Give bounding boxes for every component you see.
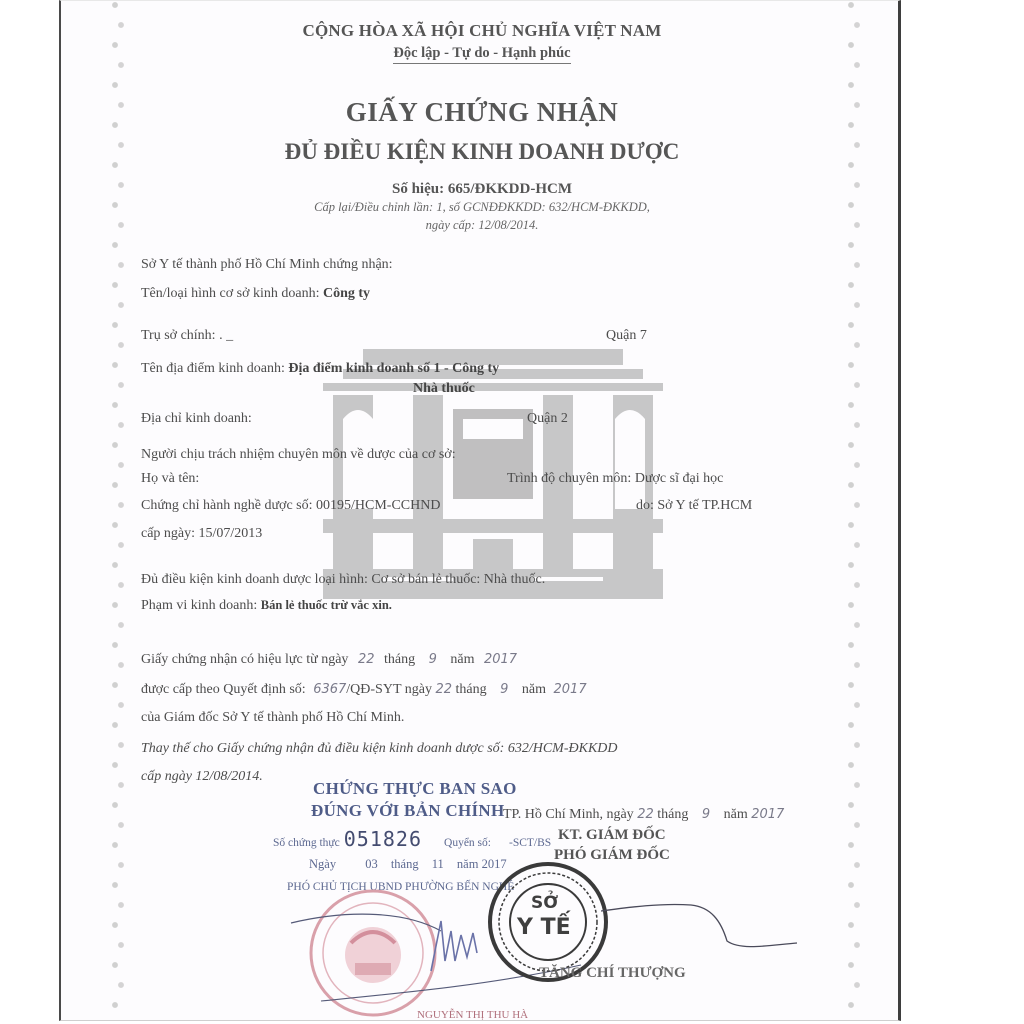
book-number-label: Quyển số: — [444, 837, 491, 849]
location-address-district: Quận 2 — [527, 411, 568, 426]
cert-official-title: PHÓ CHỦ TỊCH UBND PHƯỜNG BẾN NGHÉ — [287, 881, 515, 893]
signer-name: TĂNG CHÍ THƯỢNG — [539, 965, 686, 981]
validity-month: 9 — [428, 652, 437, 667]
certificate-page — [59, 0, 901, 1021]
motto-text: Độc lập - Tự do - Hạnh phúc — [393, 45, 570, 64]
practice-cert-issuer-value: Sở Y tế TP.HCM — [657, 498, 753, 513]
sign-year-label: năm — [723, 807, 748, 822]
sign-month-label: tháng — [657, 807, 689, 822]
signatory-title-1: KT. GIÁM ĐỐC — [558, 827, 666, 843]
decision-month: 9 — [500, 682, 509, 697]
practice-cert-label: Chứng chỉ hành nghề dược số: — [141, 498, 313, 513]
scope-row — [141, 598, 392, 614]
certificate-number: Số hiệu: 665/ĐKKDD-HCM — [392, 181, 572, 197]
practice-cert-row — [141, 498, 440, 514]
qualification-value: Dược sĩ đại học — [634, 471, 724, 486]
scope-value: Bán lẻ thuốc trừ vắc xin. — [260, 598, 392, 612]
reissue-note: Cấp lại/Điều chỉnh lần: 1, số GCNĐĐKKDD: 632/HCM-ĐKKDD, — [314, 200, 650, 214]
pharmacy-label: Nhà thuốc — [413, 381, 475, 396]
location-address-label: Địa chỉ kinh doanh: — [141, 411, 252, 426]
cert-date-year: 2017 — [481, 857, 507, 871]
validity-year-label: năm — [450, 652, 475, 667]
cert-official-name: NGUYỄN THỊ THU HÀ — [417, 1009, 529, 1021]
practice-cert-issuer — [636, 498, 752, 514]
full-name-label: Họ và tên: — [141, 471, 200, 486]
qualification-row — [507, 471, 723, 487]
location-name-row — [141, 361, 499, 377]
cert-date-row — [309, 857, 507, 872]
reissue-date: ngày cấp: 12/08/2014. — [425, 218, 539, 232]
cert-date-month: 11 — [431, 857, 444, 871]
national-motto — [61, 45, 901, 62]
head-office-label: Trụ sở chính: — [141, 328, 216, 343]
business-name-row — [141, 286, 370, 302]
business-name-value: Công ty — [323, 286, 371, 301]
validity-year: 2017 — [483, 652, 518, 667]
decision-month-label: tháng — [455, 682, 487, 697]
decision-suffix: /QĐ-SYT ngày — [346, 682, 432, 697]
location-name-label: Tên địa điểm kinh doanh: — [141, 361, 285, 376]
national-title: CỘNG HÒA XÃ HỘI CHỦ NGHĨA VIỆT NAM — [302, 21, 662, 40]
cert-date-month-label: tháng — [390, 857, 419, 871]
location-name-value-line2 — [413, 381, 475, 397]
sign-day: 22 — [637, 807, 654, 822]
book-number-suffix: -SCT/BS — [508, 837, 552, 849]
cert-number-row — [273, 827, 551, 851]
decision-year-label: năm — [521, 682, 547, 697]
validity-day: 22 — [357, 652, 375, 667]
place-date-row — [503, 807, 784, 823]
business-name-label: Tên/loại hình cơ sở kinh doanh: — [141, 286, 320, 301]
signatory-title-2: PHÓ GIÁM ĐỐC — [554, 847, 670, 863]
decision-row — [141, 682, 587, 698]
certified-copy-line1: CHỨNG THỰC BAN SAO — [313, 779, 517, 798]
practice-cert-date: cấp ngày: 15/07/2013 — [141, 526, 263, 541]
validity-row — [141, 652, 517, 668]
head-office-row — [141, 328, 233, 344]
cert-number-label: Số chứng thực — [273, 837, 340, 849]
sign-year: 2017 — [751, 807, 785, 822]
practice-cert-issuer-label: do: — [636, 498, 654, 513]
issuer-line: Sở Y tế thành phố Hồ Chí Minh chứng nhận: — [141, 257, 393, 272]
scope-label: Phạm vi kinh doanh: — [141, 598, 258, 613]
head-office-district: Quận 7 — [606, 328, 647, 343]
location-name-value: Địa điểm kinh doanh số 1 - Công ty — [288, 361, 500, 376]
seal-text-top: SỞ — [531, 893, 559, 913]
replacement-note: Thay thế cho Giấy chứng nhận đủ điều kiện kinh doanh dược số: 632/HCM-ĐKKDD — [141, 741, 618, 756]
eligible-type-line: Đủ điều kiện kinh doanh dược loại hình: Cơ sở bán lẻ thuốc: Nhà thuốc. — [141, 572, 546, 587]
head-office-prefix: . _ — [219, 328, 234, 343]
decision-year: 2017 — [553, 682, 587, 697]
cert-date-year-label: năm — [456, 857, 479, 871]
replacement-date: cấp ngày 12/08/2014. — [141, 769, 263, 784]
seal-text-bottom: Y TẾ — [517, 915, 571, 940]
cert-number-value: 051826 — [343, 827, 423, 851]
signature-director-icon — [601, 881, 801, 961]
certified-copy-line2: ĐÚNG VỚI BẢN CHÍNH — [311, 801, 505, 820]
sign-month: 9 — [701, 807, 711, 822]
qualification-label: Trình độ chuyên môn: — [507, 471, 632, 486]
decision-authority: của Giám đốc Sở Y tế thành phố Hồ Chí Minh. — [141, 710, 405, 725]
decision-prefix: được cấp theo Quyết định số: — [141, 682, 306, 697]
practice-cert-value: 00195/HCM-CCHND — [316, 498, 441, 513]
place-date-prefix: TP. Hồ Chí Minh, ngày — [503, 807, 634, 822]
validity-month-label: tháng — [383, 652, 416, 667]
document-title: GIẤY CHỨNG NHẬN — [345, 97, 619, 127]
document-subtitle: ĐỦ ĐIỀU KIỆN KINH DOANH DƯỢC — [284, 139, 680, 164]
decision-number: 6367 — [313, 682, 347, 697]
decision-day: 22 — [435, 682, 453, 697]
cert-date-day: 03 — [365, 857, 378, 871]
responsible-person-line: Người chịu trách nhiệm chuyên môn về dược của cơ sở: — [141, 447, 456, 462]
cert-date-label: Ngày — [309, 857, 337, 871]
validity-prefix: Giấy chứng nhận có hiệu lực từ ngày — [141, 652, 349, 667]
